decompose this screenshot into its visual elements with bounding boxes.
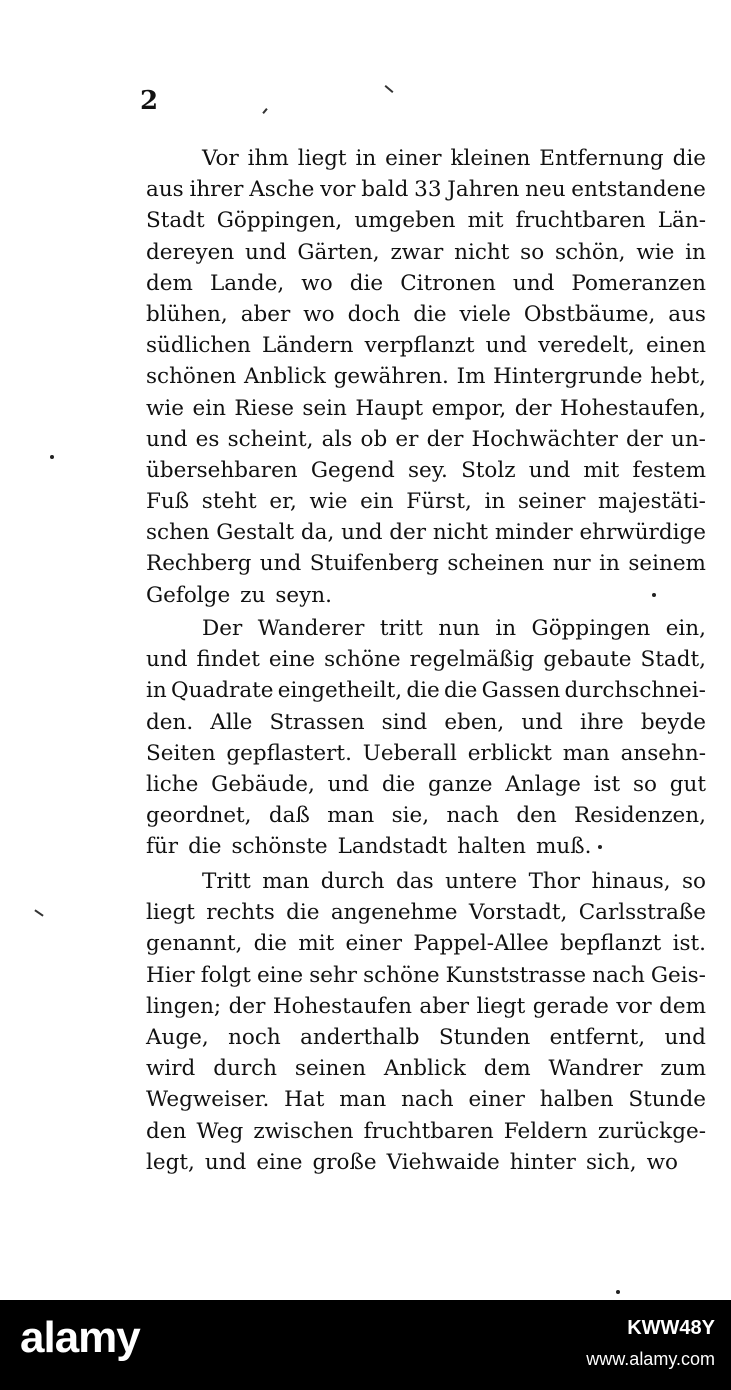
scan-mark [598,845,602,849]
text-line: für die schönste Landstadt halten muß. [146,834,592,860]
text-line: übersehbaren Gegend sey. Stolz und mit festem [146,457,706,483]
text-line: Stadt Göppingen, umgeben mit fruchtbaren Län- [146,208,706,234]
scan-mark [50,455,54,459]
text-line: Gefolge zu seyn. [146,582,332,608]
image-id: KWW48Y [627,1317,715,1339]
paragraph-2 [146,613,706,863]
scan-mark [262,108,267,114]
site-url: www.alamy.com [586,1349,715,1369]
text-line: schen Gestalt da, und der nicht minder ehrwürdige [146,520,706,546]
text-line: lingen; der Hohestaufen aber liegt gerade vor dem [146,993,706,1019]
text-line: Seiten gepflastert. Ueberall erblickt man ansehn- [146,740,706,766]
text-line: Hier folgt eine sehr schöne Kunststrasse nach Geis- [146,962,706,988]
text-line: den Weg zwischen fruchtbaren Feldern zurückge- [146,1118,706,1144]
scan-mark [652,593,656,597]
text-line: dereyen und Gärten, zwar nicht so schön, wie in [146,239,706,265]
paragraph-1 [146,143,706,611]
text-line: legt, und eine große Viehwaide hinter sich, wo [146,1149,678,1175]
text-line: in Quadrate eingetheilt, die die Gassen durchschnei- [146,678,706,704]
page-number: 2 [140,86,159,116]
text-line: genannt, die mit einer Pappel-Allee bepflanzt ist. [146,931,706,957]
text-line: wie ein Riese sein Haupt empor, der Hohestaufen, [146,395,706,421]
text-line: dem Lande, wo die Citronen und Pomeranzen [146,270,706,296]
alamy-logo: alamy [20,1313,140,1362]
text-line: und es scheint, als ob er der Hochwächter der un- [146,426,706,452]
text-line: Rechberg und Stuifenberg scheinen nur in seinem [146,551,706,577]
text-line: südlichen Ländern verpflanzt und veredelt, einen [146,333,706,359]
text-line: und findet eine schöne regelmäßig gebaute Stadt, [146,647,706,673]
text-line: geordnet, daß man sie, nach den Residenzen, [146,803,706,829]
text-line: den. Alle Strassen sind eben, und ihre beyde [146,709,706,735]
text-line: Tritt man durch das untere Thor hinaus, so [202,869,706,894]
scan-mark [385,85,394,93]
text-line: schönen Anblick gewähren. Im Hintergrunde hebt, [146,364,706,390]
text-line: Wegweiser. Hat man nach einer halben Stunde [146,1087,706,1113]
scan-mark [34,909,43,916]
text-line: Vor ihm liegt in einer kleinen Entfernung die [202,146,706,171]
text-line: liegt rechts die angenehme Vorstadt, Carlsstraße [146,900,706,926]
text-line: Der Wanderer tritt nun in Göppingen ein, [202,616,706,641]
paragraph-3 [146,866,706,1178]
text-line: wird durch seinen Anblick dem Wandrer zum [146,1056,706,1082]
text-line: Auge, noch anderthalb Stunden entfernt, und [146,1024,706,1050]
text-line: Fuß steht er, wie ein Fürst, in seiner majestäti- [146,489,706,515]
text-line: blühen, aber wo doch die viele Obstbäume, aus [146,301,706,327]
text-line: liche Gebäude, und die ganze Anlage ist so gut [146,771,706,797]
scan-mark [616,1290,620,1294]
text-line: aus ihrer Asche vor bald 33 Jahren neu entstandene [146,177,706,203]
